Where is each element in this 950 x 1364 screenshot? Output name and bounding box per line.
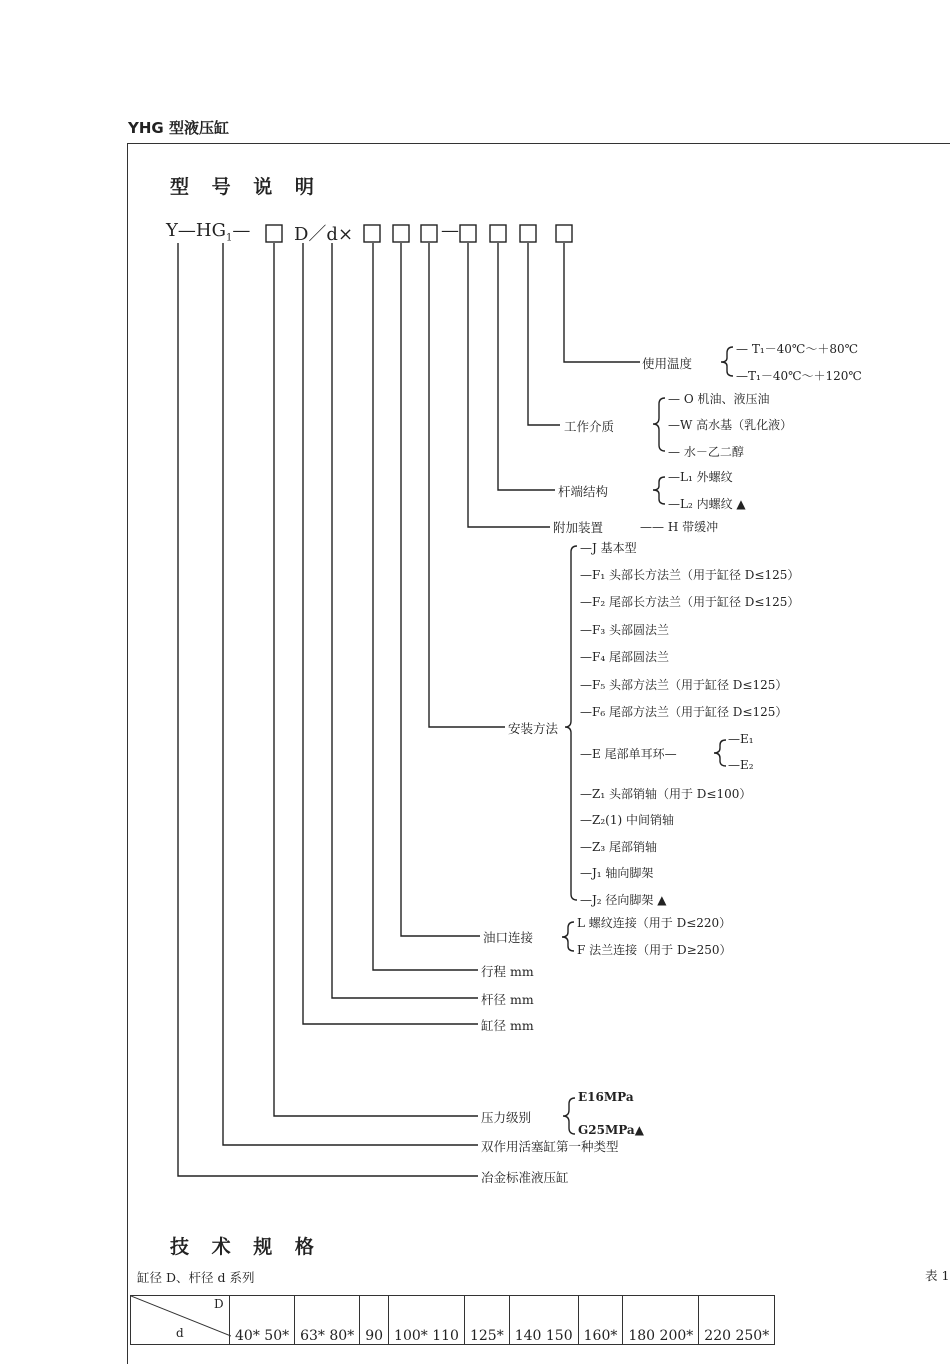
option-temp-120: —T₁－40℃～＋120℃ [736, 369, 862, 383]
code-prefix: Y—HG [166, 220, 226, 241]
option-mount-f3: —F₃ 头部圆法兰 [580, 623, 669, 637]
option-rod-internal-thread: —L₂ 内螺纹 ▲ [668, 497, 746, 511]
option-cushion: —— H 带缓冲 [640, 520, 719, 534]
label-rod-end-structure: 杆端结构 [558, 484, 609, 499]
option-medium-oil: — O 机油、液压油 [668, 392, 770, 406]
label-cylinder-type: 双作用活塞缸第一种类型 [481, 1139, 619, 1154]
option-port-thread: L 螺纹连接（用于 D≤220） [577, 916, 732, 930]
label-pressure-class: 压力级别 [481, 1110, 532, 1125]
label-mounting-method: 安装方法 [508, 721, 559, 736]
label-stroke: 行程 mm [481, 964, 534, 979]
option-mount-z1: —Z₁ 头部销轴（用于 D≤100） [580, 787, 752, 801]
option-mount-f4: —F₄ 尾部圆法兰 [580, 650, 669, 664]
model-code-dash2: — [441, 220, 459, 241]
table-cell: 90 [360, 1296, 389, 1345]
table-corner-rod: d [176, 1326, 184, 1340]
option-rod-external-thread: —L₁ 外螺纹 [668, 470, 733, 484]
page-header-title: YHG 型液压缸 [128, 119, 229, 137]
spec-subtitle: 缸径 D、杆径 d 系列 [137, 1270, 255, 1285]
table-cell: 160* [578, 1296, 623, 1345]
option-mount-rear-eye: —E 尾部单耳环— [580, 747, 677, 761]
table-cell: 140 150 [509, 1296, 578, 1345]
spec-table [130, 1295, 775, 1345]
spec-table-number: 表 1 [925, 1268, 950, 1283]
option-mount-z3: —Z₃ 尾部销轴 [580, 840, 657, 854]
option-mount-j2: —J₂ 径向脚架 ▲ [580, 893, 667, 907]
option-temp-80: — T₁－40℃～＋80℃ [736, 342, 859, 356]
option-mount-j1: —J₁ 轴向脚架 [580, 866, 654, 880]
option-mount-e1: —E₁ [728, 732, 754, 746]
option-mount-f2: —F₂ 尾部长方法兰（用于缸径 D≤125） [580, 595, 800, 609]
option-mount-z2: —Z₂(1) 中间销轴 [580, 813, 674, 827]
label-operating-temperature: 使用温度 [642, 356, 693, 371]
label-oil-port-connection: 油口连接 [483, 930, 534, 945]
option-mount-f5: —F₅ 头部方法兰（用于缸径 D≤125） [580, 678, 788, 692]
table-corner-d: D [214, 1297, 224, 1311]
model-section-title: 型 号 说 明 [170, 176, 322, 198]
option-pressure-25: G25MPa▲ [578, 1123, 644, 1137]
option-pressure-16: E16MPa [578, 1090, 634, 1104]
label-metallurgy-standard: 冶金标准液压缸 [481, 1170, 569, 1185]
table-cell: 40* 50* [230, 1296, 295, 1345]
code-subscript: 1 [225, 232, 233, 244]
option-mount-e2: —E₂ [728, 758, 754, 772]
table-cell: 125* [464, 1296, 509, 1345]
model-code-mid: D／d× [294, 224, 354, 245]
table-cell: 180 200* [623, 1296, 699, 1345]
option-mount-basic: —J 基本型 [580, 541, 637, 555]
spec-section-title: 技 术 规 格 [170, 1236, 322, 1258]
option-mount-f6: —F₆ 尾部方法兰（用于缸径 D≤125） [580, 705, 788, 719]
option-medium-water-based: —W 高水基（乳化液） [668, 418, 793, 432]
table-cell: 63* 80* [295, 1296, 360, 1345]
option-port-flange: F 法兰连接（用于 D≥250） [577, 943, 732, 957]
table-row [131, 1296, 775, 1345]
table-cell: 100* 110 [389, 1296, 465, 1345]
label-working-medium: 工作介质 [564, 419, 615, 434]
label-rod-diameter: 杆径 mm [481, 992, 534, 1007]
option-mount-f1: —F₁ 头部长方法兰（用于缸径 D≤125） [580, 568, 800, 582]
option-medium-glycol: — 水－乙二醇 [668, 445, 744, 459]
table-cell: 220 250* [699, 1296, 775, 1345]
code-dash: — [232, 220, 251, 241]
label-bore-diameter: 缸径 mm [481, 1018, 534, 1033]
label-additional-device: 附加装置 [553, 520, 604, 535]
